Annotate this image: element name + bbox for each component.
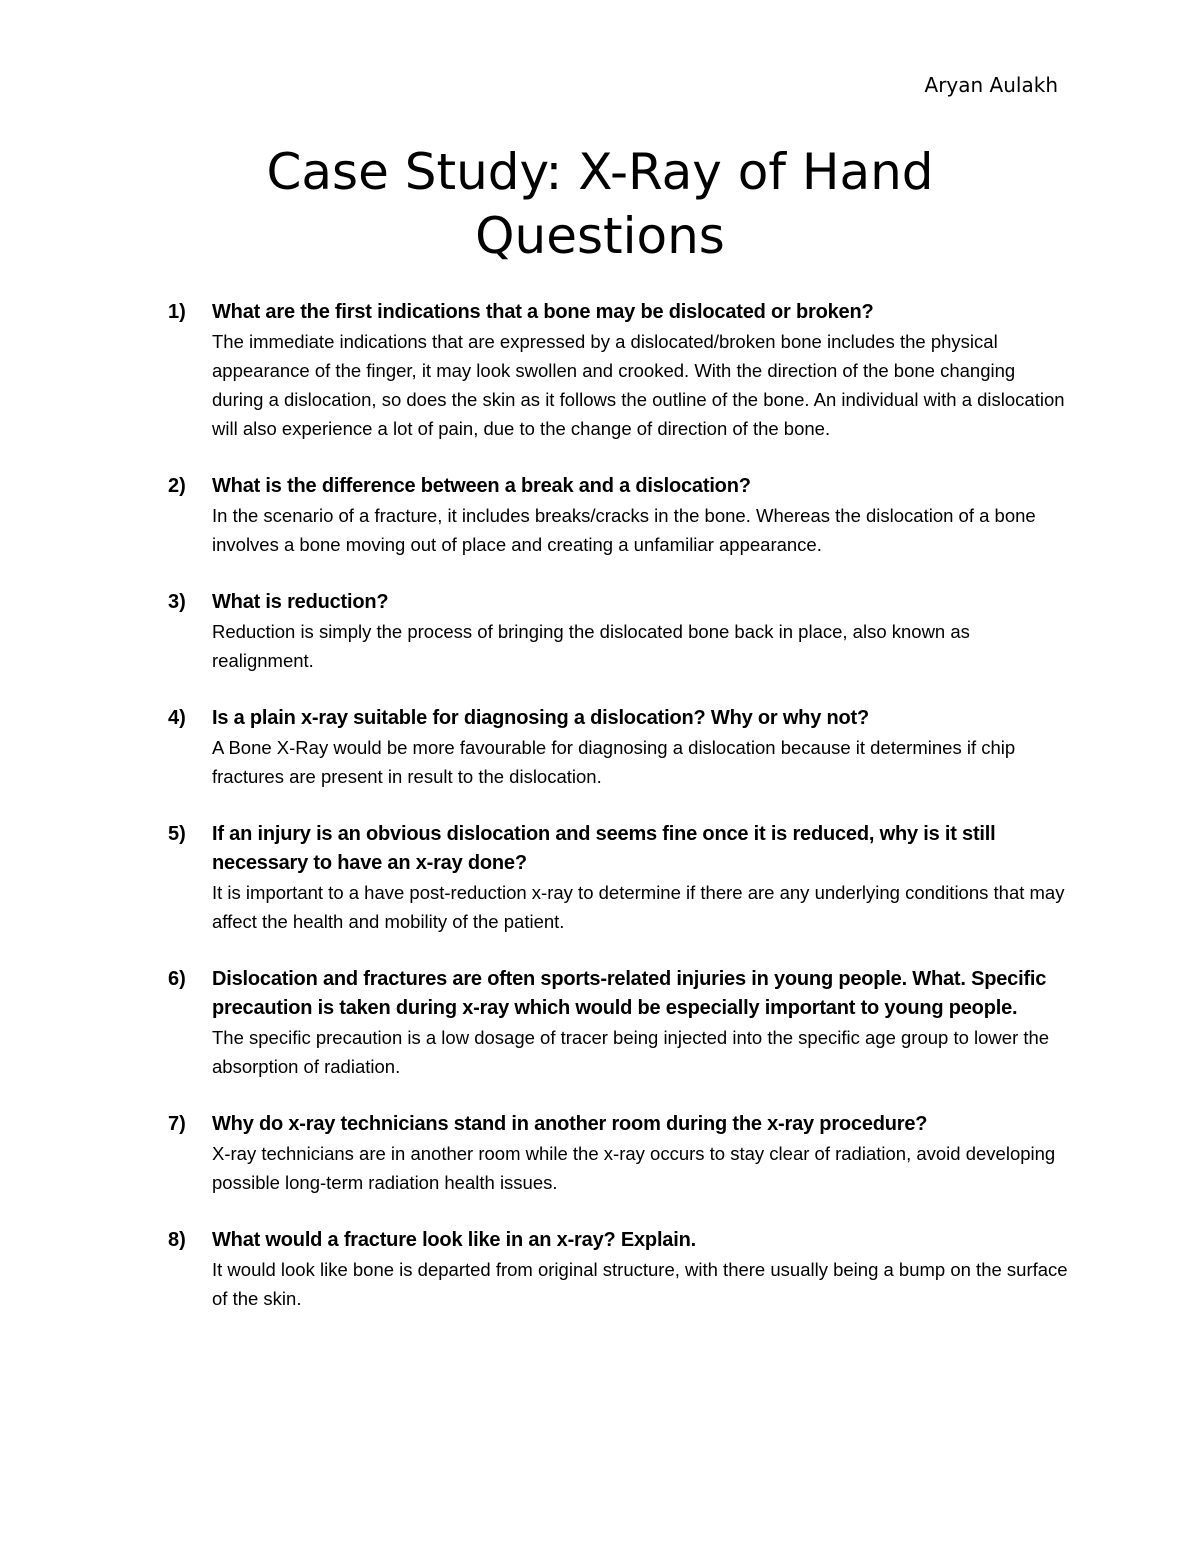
question-item-1 [168,298,1068,443]
title-line-1: Case Study: X-Ray of Hand [266,143,934,201]
question-number: 5) [168,823,186,845]
title-line-2: Questions [475,207,725,265]
answer-text: The immediate indications that are expressed by a dislocated/broken bone includes the physical appearance of the finger, it may look swollen and crooked. With the direction of the bone changing during a dislocation, so does the skin as it follows the outline of the bone. An individual with a dislocation will also experience a lot of pain, due to the change of direction of the bone. [212,331,1065,439]
question-number: 4) [168,707,186,729]
question-text: What are the first indications that a bone may be dislocated or broken? [212,301,874,323]
question-number: 7) [168,1113,186,1135]
question-item-6 [168,965,1068,1081]
page-title [0,140,1200,268]
question-number: 1) [168,301,186,323]
answer-text: A Bone X-Ray would be more favourable for diagnosing a dislocation because it determines if chip fractures are present in result to the dislocation. [212,737,1016,787]
question-number: 8) [168,1229,186,1251]
question-item-7 [168,1110,1068,1197]
answer-text: X-ray technicians are in another room while the x-ray occurs to stay clear of radiation, avoid developing possible long-term radiation health issues. [212,1143,1056,1193]
question-text: Dislocation and fractures are often sports-related injuries in young people. What. Specific precaution is taken during x-ray which would be especially important to young people. [212,968,1047,1019]
answer-text: It would look like bone is departed from original structure, with there usually being a bump on the surface of the skin. [212,1259,1068,1309]
answer-text: The specific precaution is a low dosage of tracer being injected into the specific age group to lower the absorption of radiation. [212,1027,1050,1077]
question-number: 2) [168,475,186,497]
question-text: Is a plain x-ray suitable for diagnosing a dislocation? Why or why not? [212,707,869,729]
question-item-8 [168,1226,1068,1313]
question-text: What would a fracture look like in an x-ray? Explain. [212,1229,696,1251]
question-item-2 [168,472,1068,559]
question-item-4 [168,704,1068,791]
question-text: What is the difference between a break and a dislocation? [212,475,751,497]
question-item-5 [168,820,1068,936]
answer-text: In the scenario of a fracture, it includes breaks/cracks in the bone. Whereas the dislocation of a bone involves a bone moving out of place and creating a unfamiliar appearance. [212,505,1036,555]
question-number: 6) [168,968,186,990]
answer-text: Reduction is simply the process of bringing the dislocated bone back in place, also known as realignment. [212,621,970,671]
answer-text: It is important to a have post-reduction x-ray to determine if there are any underlying conditions that may affect the health and mobility of the patient. [212,882,1065,932]
question-list [168,298,1068,1313]
question-item-3 [168,588,1068,675]
question-text: Why do x-ray technicians stand in another room during the x-ray procedure? [212,1113,928,1135]
question-text: If an injury is an obvious dislocation and seems fine once it is reduced, why is it still necessary to have an x-ray done? [212,823,996,874]
question-number: 3) [168,591,186,613]
author-name: Aryan Aulakh [924,73,1058,97]
question-text: What is reduction? [212,591,389,613]
